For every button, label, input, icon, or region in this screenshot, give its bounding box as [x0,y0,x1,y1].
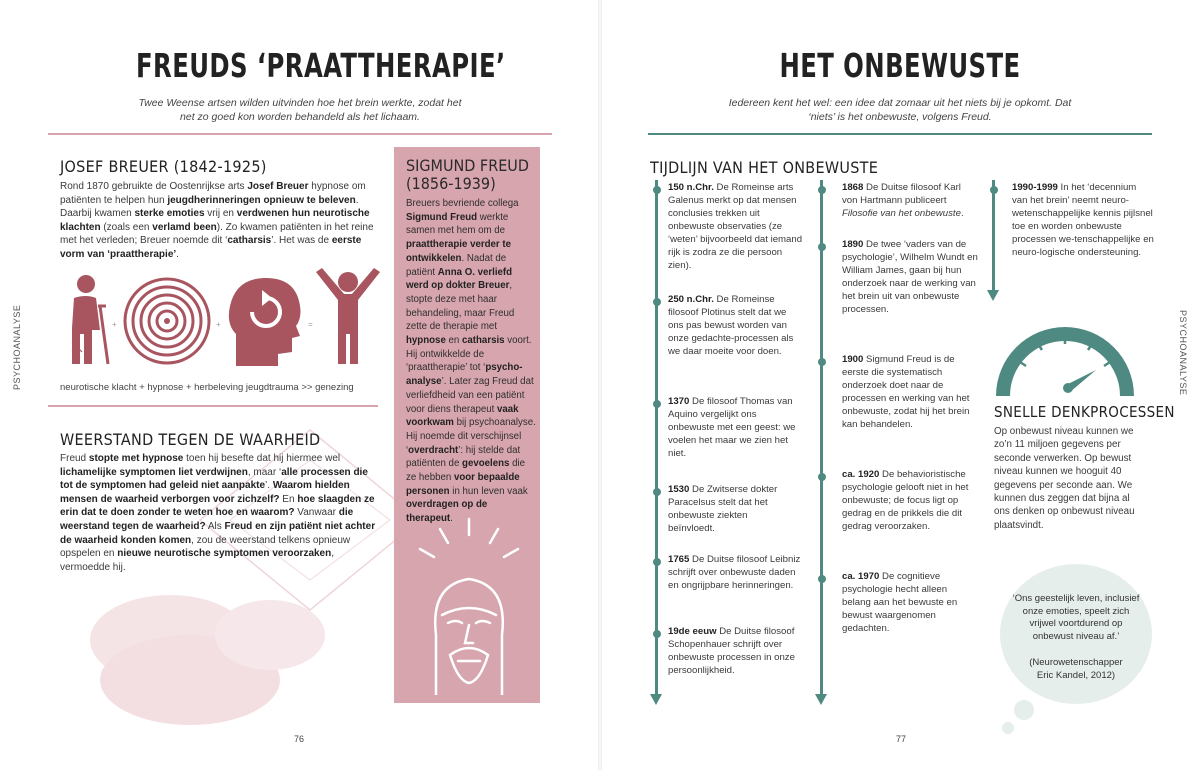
timeline-line-2 [820,180,823,696]
timeline-dot [653,558,661,566]
freud-heading: SIGMUND FREUD (1856-1939) [406,156,529,193]
timeline-dot [818,186,826,194]
equals-operator: = [308,320,313,329]
snelle-paragraph: Op onbewust niveau kunnen we zo’n 11 miljoen gegevens per seconde verwerken. Op bewust niveau kunnen we hooguit 40 gegevens per seconde aan. We kunnen dus zeggen dat bijna al ons denken op onbewust niveau plaatsvindt. [994,426,1135,531]
right-intro: Iedereen kent het wel: een idee dat zomaar uit het niets bij je opkomt. Dat ‘niets’ is het onbewuste, volgens Freud. [728,97,1072,123]
right-page-title: HET ONBEWUSTE [779,46,1021,85]
timeline-entry-ca-1970: ca. 1970 De cognitieve psychologie hecht alleen belang aan het bewuste en bewust waargenomen gedachten. [842,571,958,634]
timeline-entry-19de-eeuw: 19de eeuw De Duitse filosoof Schopenhauer schrijft over onbewuste processen in onze persoonlijkheid. [668,626,795,676]
timeline-entry-1370: 1370 De filosoof Thomas van Aquino vergelijkt ons onbewuste met een geest: we voelen het maar we zien het niet. [668,396,796,459]
snelle-heading: SNELLE DENKPROCESSEN [994,403,1175,421]
timeline-entry-250: 250 n.Chr. De Romeinse filosoof Plotinus stelt dat we ons pas bewust worden van onze gedachte-processen als we daar moeite voor doen. [668,294,794,357]
timeline-line-3 [992,180,995,292]
speedometer-icon [992,300,1138,400]
head-replay-icon [226,274,306,370]
right-top-rule [648,133,1152,135]
quote-source: (Neurowetenschapper Eric Kandel, 2012) [1029,657,1123,681]
left-side-label: PSYCHOANALYSE [12,304,22,390]
man-with-crutch-icon [58,272,118,368]
timeline-dot [653,298,661,306]
timeline-entry-1530: 1530 De Zwitserse dokter Paracelsus stelt dat het onbewuste ziekten beïnvloedt. [668,484,778,534]
freud-face-icon [410,515,528,695]
freud-paragraph: Breuers bevriende collega Sigmund Freud werkte samen met hem om de praattherapie verder te ontwikkelen. Nadat de patiënt Anna O. verliefd werd op dokter Breuer, stopte deze met haar behandeling, maar Freud zette de therapie met hypnose en catharsis voort. Hij ontwikkelde de ‘praattherapie’ tot ‘psycho-analyse’. Later zag Freud dat verliefdheid van een patiënt voor diens therapeut vaak voorkwam bij psychoanalyse. Hij noemde dit verschijnsel ‘overdracht’: hij stelde dat patiënten de gevoelens die ze hebben voor bepaalde personen in hun leven vaak overdragen op de therapeut. [406,198,536,525]
timeline-dot [653,186,661,194]
quote-text: ‘Ons geestelijk leven, inclusief onze emoties, speelt zich vrijwel voortdurend op onbewust niveau af.’ [1012,593,1140,642]
timeline-dot [653,488,661,496]
book-fold [598,0,602,770]
plus-operator-2: + [216,320,221,329]
cheering-person-icon [312,268,384,368]
timeline-line-1 [655,180,658,696]
timeline-dot [818,473,826,481]
breuer-heading: JOSEF BREUER (1842-1925) [60,157,267,176]
timeline-arrow-2 [815,694,827,705]
timeline-entry-1868: 1868 De Duitse filosoof Karl von Hartmann publiceert Filosofie van het onbewuste. [842,182,964,219]
timeline-dot [990,186,998,194]
left-page-title: FREUDS ‘PRAATTHERAPIE’ [136,46,506,85]
hypnosis-spiral-icon [122,276,212,366]
breuer-paragraph: Rond 1870 gebruikte de Oostenrijkse arts Josef Breuer hypnose om patiënten te helpen hun jeugdherinneringen opnieuw te beleven. Daarbij kwamen sterke emoties vrij en verdwenen hun neurotische klachten (zoals een verlamd been). Zo kwamen patiënten in het reine met het verleden; Breuer noemde dit ‘catharsis’. Het was de eerste vorm van ‘praattherapie’. [60,181,374,260]
timeline-heading: TIJDLIJN VAN HET ONBEWUSTE [650,158,879,177]
timeline-entry-1765: 1765 De Duitse filosoof Leibniz schrijft over onbewuste daden en ongrijpbare herinneringen. [668,554,801,591]
left-page-number: 76 [294,734,305,744]
timeline-entry-1890: 1890 De twee ‘vaders van de psychologie’, Wilhelm Wundt en William James, gaan bij hun onderzoek naar de werking van het brein uit van onbewuste processen. [842,239,978,315]
thought-bubble-icon [990,560,1155,740]
timeline-entry-1900: 1900 Sigmund Freud is de eerste die systematisch onderzoek doet naar de processen en werking van het onbewuste, zodat hij het brein kan behandelen. [842,354,970,430]
weerstand-paragraph: Freud stopte met hypnose toen hij besefte dat hij hiermee wel lichamelijke symptomen liet verdwijnen, maar ‘alle processen die tot de symptomen had geleid niet aanpakte’. Waarom hielden mensen de waarheid verborgen voor zichzelf? En hoe slaagden ze erin dat te doen zonder te weten hoe en waarom? Vanwaar die weerstand tegen de waarheid? Als Freud en zijn patiënt niet achter de waarheid konden komen, zou de weerstand telkens opnieuw opspelen en nieuwe neurotische symptomen veroorzaken, vermoedde hij. [60,453,376,573]
right-page-number: 77 [896,734,907,744]
plus-operator-1: + [112,320,117,329]
equation-legend: neurotische klacht + hypnose + herbeleving jeugdtrauma >> genezing [60,382,354,393]
timeline-dot [818,358,826,366]
left-mid-rule [48,405,378,407]
timeline-arrow-1 [650,694,662,705]
timeline-dot [818,243,826,251]
left-top-rule [48,133,552,135]
weerstand-heading: WEERSTAND TEGEN DE WAARHEID [60,430,321,449]
left-intro: Twee Weense artsen wilden uitvinden hoe het brein werkte, zodat het net zo goed kon worden behandeld als het lichaam. [138,97,462,123]
timeline-dot [818,575,826,583]
timeline-entry-1990-1999: 1990-1999 In het ‘decennium van het brein’ neemt neuro-wetenschappelijke kennis pijlsnel toe en worden onbewuste processen we-tenschappelijke en neuro-logische ondersteuning. [1012,182,1154,258]
timeline-dot [653,400,661,408]
right-side-label: PSYCHOANALYSE [1178,310,1188,396]
timeline-dot [653,630,661,638]
timeline-entry-ca-1920: ca. 1920 De behavioristische psychologie gelooft niet in het onbewuste; de focus ligt op gedrag en de prikkels die dit gedrag veroorzaken. [842,469,969,532]
timeline-entry-150: 150 n.Chr. De Romeinse arts Galenus merkt op dat mensen conclusies trekken uit onbewuste observaties (ze ‘weten’ bijvoorbeeld dat iemand rijk is zodra ze die persoon zien). [668,182,803,271]
